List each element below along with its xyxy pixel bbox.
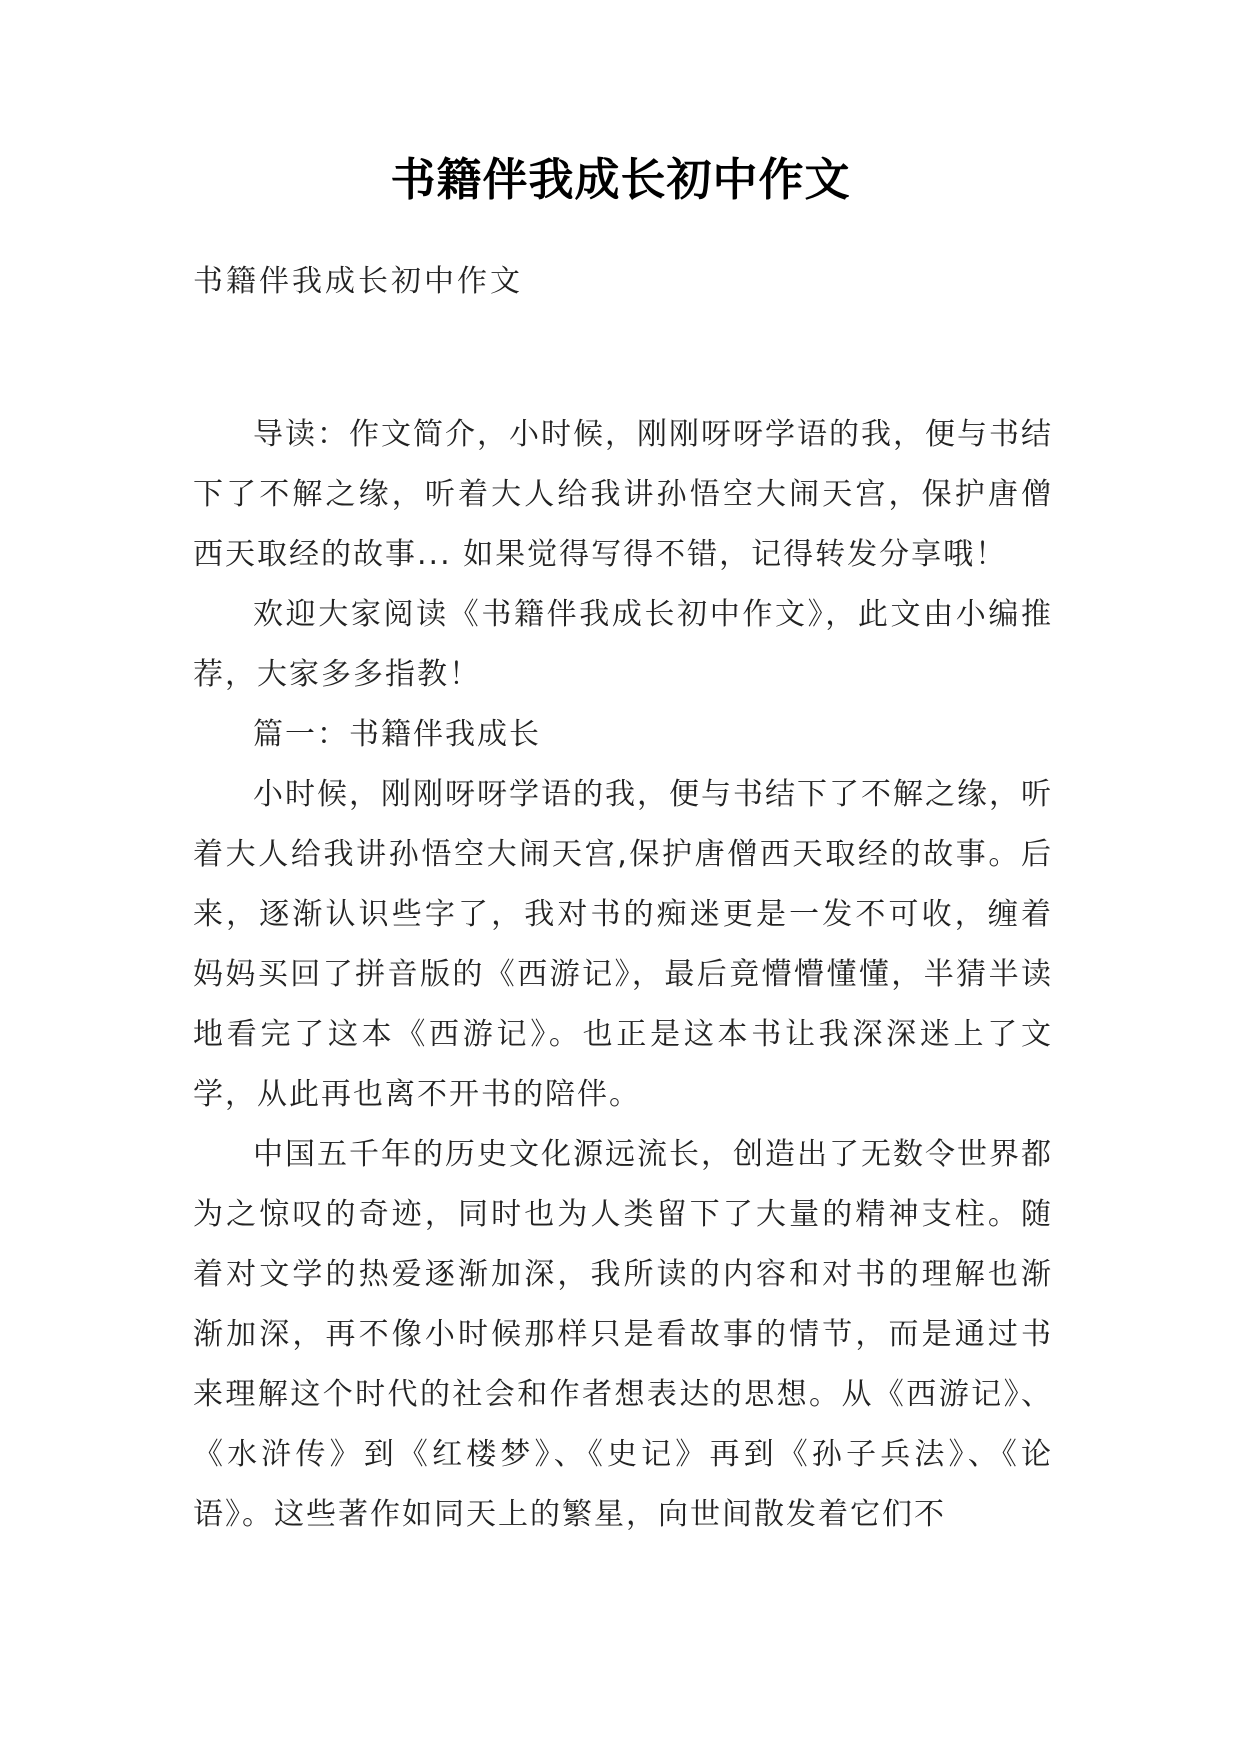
document-body bbox=[193, 405, 1053, 1545]
document-subtitle: 书籍伴我成长初中作文 bbox=[193, 264, 523, 299]
paragraph-culture: 中国五千年的历史文化源远流长，创造出了无数令世界都为之惊叹的奇迹，同时也为人类留下了大量的精神支柱。随着对文学的热爱逐渐加深，我所读的内容和对书的理解也渐渐加深，再不像小时候那样只是看故事的情节，而是通过书来理解这个时代的社会和作者想表达的思想。从《西游记》、《水浒传》到《红楼梦》、《史记》再到《孙子兵法》、《论语》。这些著作如同天上的繁星，向世间散发着它们不 bbox=[193, 1137, 1053, 1532]
paragraph-intro: 导读：作文简介，小时候，刚刚呀呀学语的我，便与书结下了不解之缘，听着大人给我讲孙悟空大闹天宫，保护唐僧西天取经的故事... 如果觉得写得不错，记得转发分享哦！ bbox=[193, 417, 1053, 572]
document-title: 书籍伴我成长初中作文 bbox=[390, 153, 851, 206]
paragraph-childhood: 小时候，刚刚呀呀学语的我，便与书结下了不解之缘，听着大人给我讲孙悟空大闹天宫,保护唐僧西天取经的故事。后来，逐渐认识些字了，我对书的痴迷更是一发不可收，缠着妈妈买回了拼音版的《西游记》，最后竟懵懵懂懂，半猜半读地看完了这本《西游记》。也正是这本书让我深深迷上了文学，从此再也离不开书的陪伴。 bbox=[193, 777, 1053, 1112]
paragraph-welcome: 欢迎大家阅读《书籍伴我成长初中作文》，此文由小编推荐，大家多多指教！ bbox=[193, 597, 1053, 692]
paragraph-section-heading: 篇一：书籍伴我成长 bbox=[253, 717, 541, 752]
